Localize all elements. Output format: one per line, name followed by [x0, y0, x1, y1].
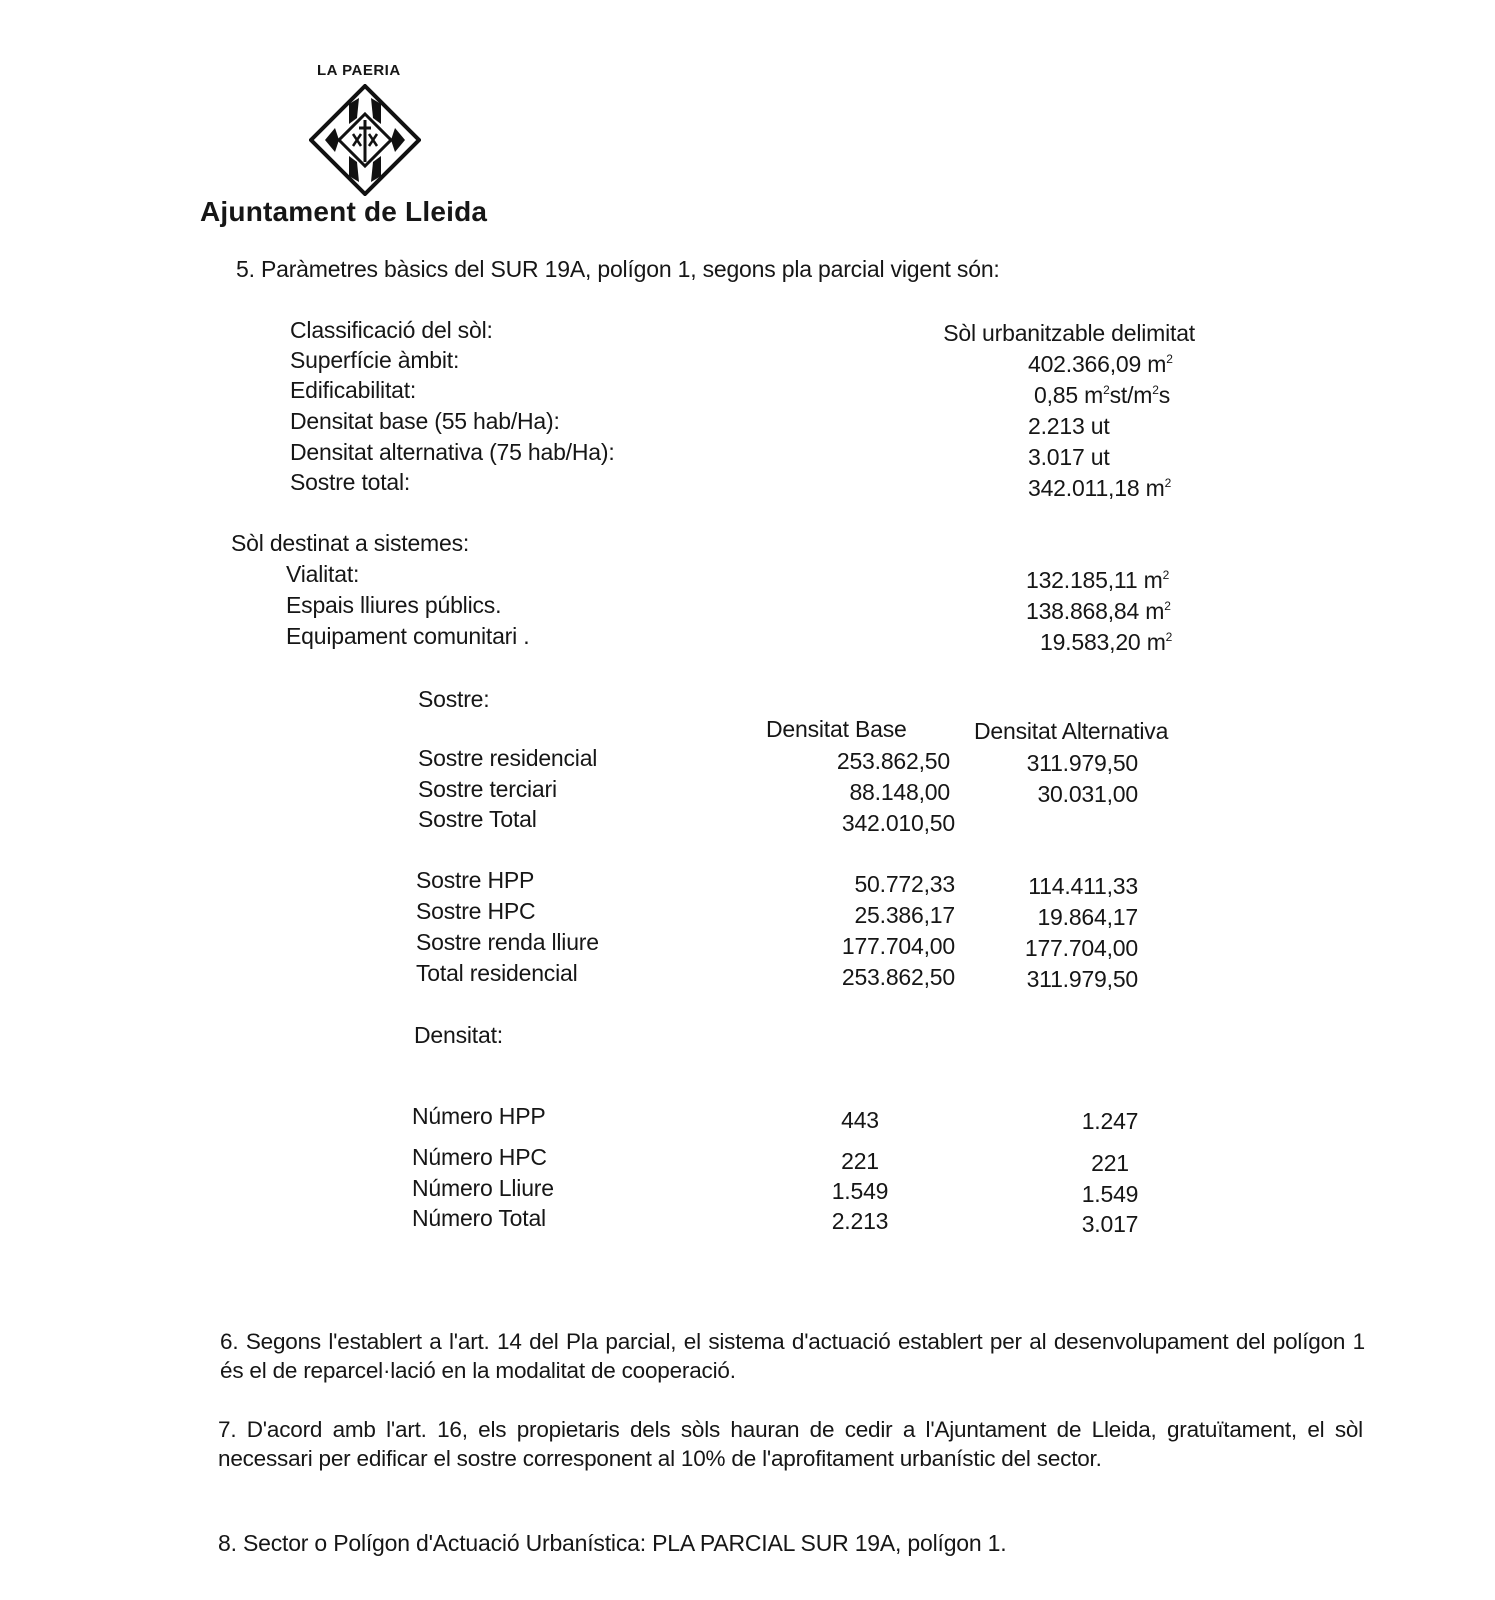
table-cell-base: 177.704,00 [841, 933, 955, 959]
table-cell-alt: 177.704,00 [1024, 935, 1138, 961]
param-value: 2.213 ut [1028, 413, 1110, 439]
system-value: 132.185,11 $m^2$ [1026, 567, 1170, 593]
param-label: Edificabilitat: [290, 377, 417, 403]
system-value: 138.868,84 $m^2$ [1026, 598, 1171, 624]
param-label: Densitat alternativa (75 hab/Ha): [290, 439, 615, 465]
table-cell-alt: 114.411,33 [1028, 873, 1138, 899]
table-row-label: Total residencial [416, 960, 578, 986]
table-row-label: Sostre Total [418, 806, 537, 832]
table-row-label: Número HPC [412, 1144, 547, 1170]
param-label: Superfície àmbit: [290, 347, 460, 373]
column-header-alt: Densitat Alternativa [974, 718, 1169, 744]
sostre-title: Sostre: [418, 686, 490, 712]
table-row-label: Sostre renda lliure [416, 929, 599, 955]
system-value: 19.583,20 $m^2$ [1040, 629, 1173, 655]
column-header-base: Densitat Base [766, 716, 907, 742]
system-label: Espais lliures públics. [286, 592, 502, 618]
param-value: 342.011,18 $m^2$ [1028, 475, 1172, 501]
table-row-label: Sostre residencial [418, 745, 598, 771]
table-cell-alt: 311.979,50 [1026, 966, 1138, 992]
densitat-title: Densitat: [414, 1022, 503, 1048]
section-8-paragraph: 8. Sector o Polígon d'Actuació Urbanística: PLA PARCIAL SUR 19A, polígon 1. [218, 1530, 1007, 1556]
table-cell-alt: 19.864,17 [1037, 904, 1138, 930]
table-cell-alt: 30.031,00 [1037, 781, 1138, 807]
table-row-label: Sostre HPP [416, 867, 535, 893]
table-cell-base: 1.549 [831, 1178, 889, 1204]
table-cell-base: 253.862,50 [836, 748, 950, 774]
param-value: 3.017 ut [1028, 444, 1110, 470]
param-value: Sòl urbanitzable delimitat [943, 320, 1195, 346]
table-cell-alt: 311.979,50 [1026, 750, 1138, 776]
table-cell-base: 50.772,33 [854, 871, 955, 897]
table-cell-base: 2.213 [831, 1208, 889, 1234]
system-label: Vialitat: [286, 561, 360, 587]
section-5-title: 5. Paràmetres bàsics del SUR 19A, polígon 1, segons pla parcial vigent són: [236, 256, 1000, 282]
section-6-paragraph: 6. Segons l'establert a l'art. 14 del Pla parcial, el sistema d'actuació establert per al desenvolupament del polígon 1 és el de reparcel·lació en la modalitat de cooperació. [220, 1329, 1365, 1383]
table-cell-alt: 3.017 [1081, 1211, 1139, 1237]
table-cell-alt: 221 [1091, 1150, 1129, 1176]
table-row-label: Sostre HPC [416, 898, 536, 924]
table-row-label: Número HPP [412, 1103, 546, 1129]
param-value: 0,85 $m^2st/m^2s$ [1034, 382, 1171, 408]
section-7-paragraph: 7. D'acord amb l'art. 16, els propietaris dels sòls hauran de cedir a l'Ajuntament de Lleida, gratuïtament, el sòl necessari per edificar el sostre corresponent al 10% de l'aprofitament urbanístic del sector. [218, 1417, 1363, 1471]
table-cell-base: 443 [841, 1107, 879, 1133]
table-row-label: Número Lliure [412, 1175, 554, 1201]
param-value: 402.366,09 $m^2$ [1028, 351, 1173, 377]
table-cell-base: 25.386,17 [854, 902, 955, 928]
table-row-label: Sostre terciari [418, 776, 557, 802]
table-cell-base: 253.862,50 [841, 964, 955, 990]
brand-top-label: LA PAERIA [317, 62, 401, 79]
systems-title: Sòl destinat a sistemes: [231, 530, 470, 556]
table-cell-alt: 1.247 [1081, 1108, 1139, 1134]
param-label: Classificació del sòl: [290, 317, 493, 343]
table-cell-base: 342.010,50 [841, 810, 955, 836]
param-label: Densitat base (55 hab/Ha): [290, 408, 560, 434]
lleida-coat-of-arms-icon [309, 84, 421, 196]
table-row-label: Número Total [412, 1205, 546, 1231]
param-label: Sostre total: [290, 469, 411, 495]
system-label: Equipament comunitari . [286, 623, 530, 649]
table-cell-base: 88.148,00 [849, 779, 950, 805]
brand-name: Ajuntament de Lleida [200, 196, 488, 227]
table-cell-alt: 1.549 [1081, 1181, 1139, 1207]
table-cell-base: 221 [841, 1148, 879, 1174]
